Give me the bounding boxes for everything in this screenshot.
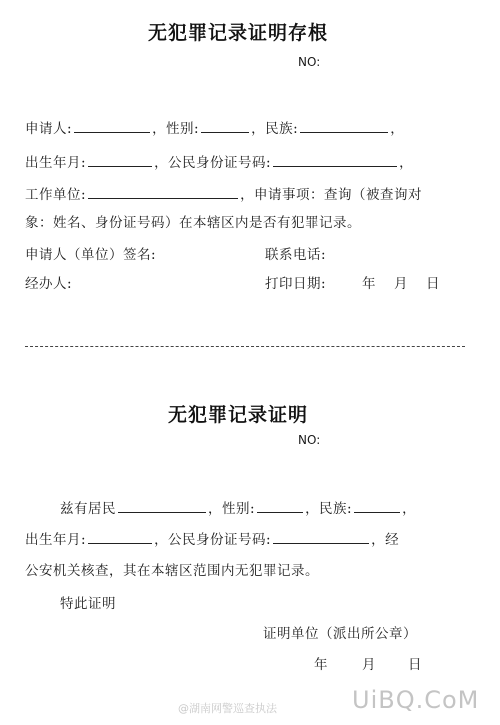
birth-blank[interactable] [88,529,152,544]
request-matter-label: ，申请事项：查询（被查询对 [240,187,423,203]
print-date-year: 年 [362,276,376,292]
id-label: ，公民身份证号码: [154,532,272,548]
gender-label: ，性别: [208,501,256,517]
applicant-signature-label: 申请人（单位）签名: [25,247,157,263]
ethnicity-label: ，民族: [305,501,353,517]
cut-line-divider [25,346,465,347]
ethnicity-blank[interactable] [354,498,400,513]
resident-label: 兹有居民 [60,501,116,517]
stub-number-label: NO: [298,55,321,69]
punctuation: ，经 [371,532,400,548]
cert-row-birth [25,528,399,548]
stub-row-work [25,183,422,203]
id-label: ，公民身份证号码: [154,155,272,171]
cert-date-day: 日 [408,657,422,673]
stub-row-applicant [25,117,404,137]
birth-blank[interactable] [88,152,152,167]
cert-row-verification: 公安机关核查，其在本辖区范围内无犯罪记录。 [25,563,319,579]
birth-label: 出生年月: [25,532,87,548]
stub-row-birth [25,151,413,171]
applicant-name-blank[interactable] [74,118,150,133]
cert-date-year: 年 [314,657,328,673]
ethnicity-blank[interactable] [300,118,388,133]
punctuation: ， [399,155,414,171]
handler-label: 经办人: [25,276,73,292]
contact-phone-label: 联系电话: [265,247,327,263]
ethnicity-label: ，民族: [251,121,299,137]
stub-row-query-desc: 象：姓名、身份证号码）在本辖区内是否有犯罪记录。 [25,215,361,231]
print-date-label: 打印日期: [265,276,327,292]
print-date-day: 日 [426,276,440,292]
cert-row-resident [60,497,416,517]
stub-title: 无犯罪记录证明存根 [148,22,329,44]
birth-label: 出生年月: [25,155,87,171]
gender-label: ，性别: [152,121,200,137]
punctuation: ， [390,121,405,137]
work-unit-blank[interactable] [88,184,238,199]
work-unit-label: 工作单位: [25,187,87,203]
certificate-number-label: NO: [298,433,321,447]
certificate-title: 无犯罪记录证明 [168,404,309,426]
id-number-blank[interactable] [273,152,397,167]
gender-blank[interactable] [201,118,249,133]
gender-blank[interactable] [257,498,303,513]
resident-name-blank[interactable] [118,498,206,513]
punctuation: ， [402,501,417,517]
print-date-month: 月 [394,276,408,292]
source-watermark: @湖南网警巡查执法 [178,702,277,715]
cert-date-month: 月 [362,657,376,673]
cert-issuing-unit: 证明单位（派出所公章） [263,626,417,642]
site-logo-watermark: UiBQ.CoM [352,686,480,714]
id-number-blank[interactable] [273,529,369,544]
applicant-label: 申请人: [25,121,73,137]
cert-hereby-certify: 特此证明 [60,596,116,612]
